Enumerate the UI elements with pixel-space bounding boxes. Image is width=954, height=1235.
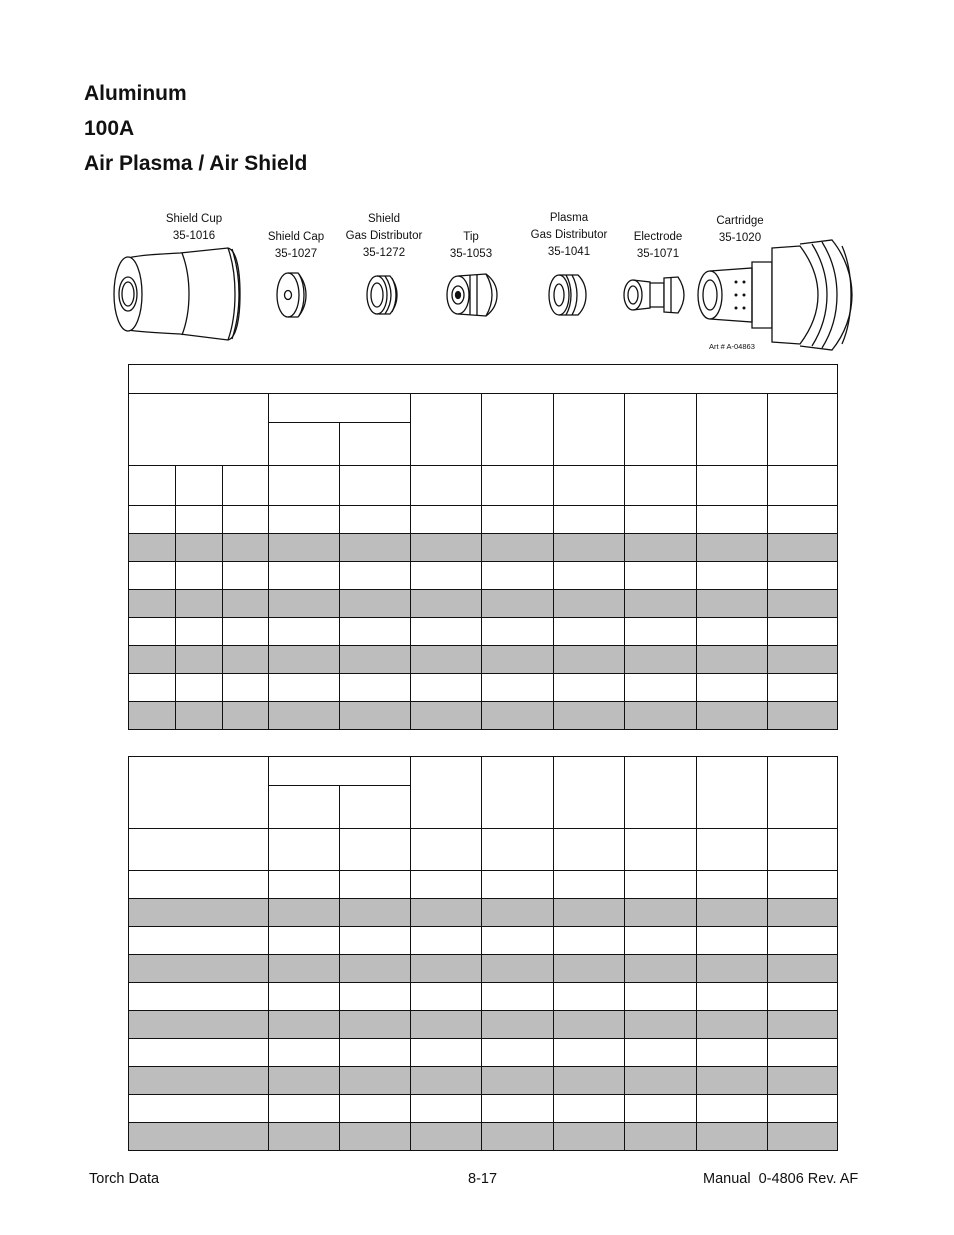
header-cell — [482, 394, 554, 466]
header-cell — [697, 394, 768, 466]
shield-gas-distributor-drawing — [367, 276, 397, 314]
header-cell — [269, 394, 411, 423]
header-cell — [129, 394, 269, 466]
units-row — [129, 466, 838, 506]
header-cell — [269, 757, 411, 786]
table-row — [129, 562, 838, 590]
plasma-gas-distributor-drawing — [549, 275, 586, 315]
header-cell — [625, 757, 697, 829]
units-row — [129, 829, 838, 871]
part-label-shield-cup: Shield Cup 35-1016 — [165, 213, 223, 242]
header-cell — [411, 757, 482, 829]
electrode-drawing — [624, 277, 684, 313]
table-row — [129, 646, 838, 674]
table-row — [129, 590, 838, 618]
shield-cup-drawing — [114, 248, 240, 340]
cartridge-drawing — [698, 240, 852, 350]
table-1-title-cell — [129, 365, 838, 394]
part-label-shield-gas-distributor: Shield Gas Distributor 35-1272 — [345, 213, 423, 259]
current-heading: 100A — [84, 117, 135, 140]
table-row — [129, 1123, 838, 1151]
table-row — [129, 702, 838, 730]
table-row — [129, 1039, 838, 1067]
part-label-shield-cap: Shield Cap 35-1027 — [267, 231, 325, 260]
header-cell — [129, 757, 269, 829]
table-row — [129, 871, 838, 899]
header-cell — [554, 757, 625, 829]
header-cell — [625, 394, 697, 466]
table-row — [129, 1095, 838, 1123]
header-cell — [482, 757, 554, 829]
header-cell — [768, 757, 838, 829]
table-row — [129, 899, 838, 927]
footer-section-name: Torch Data — [89, 1171, 160, 1187]
cut-chart-table-1 — [128, 364, 838, 730]
header-cell — [269, 786, 340, 829]
gases-heading: Air Plasma / Air Shield — [84, 152, 308, 175]
table-row — [129, 506, 838, 534]
header-cell — [269, 423, 340, 466]
footer-manual-number: Manual 0-4806 Rev. AF — [703, 1171, 859, 1187]
shield-cap-drawing — [277, 273, 306, 317]
tip-drawing — [447, 274, 497, 316]
header-cell — [554, 394, 625, 466]
header-cell — [340, 423, 411, 466]
table-row — [129, 1067, 838, 1095]
torch-parts-illustration — [0, 0, 954, 360]
table-row — [129, 927, 838, 955]
table-row — [129, 955, 838, 983]
part-label-tip: Tip 35-1053 — [449, 231, 493, 260]
footer-page-number: 8-17 — [468, 1171, 498, 1187]
table-row — [129, 1011, 838, 1039]
header-cell — [340, 786, 411, 829]
table-row — [129, 983, 838, 1011]
table-row — [129, 674, 838, 702]
part-label-plasma-gas-distributor: Plasma Gas Distributor 35-1041 — [530, 212, 608, 258]
header-cell — [697, 757, 768, 829]
part-label-electrode: Electrode 35-1071 — [633, 231, 683, 260]
cut-chart-table-2 — [128, 756, 838, 1151]
material-heading: Aluminum — [84, 82, 187, 105]
header-cell — [768, 394, 838, 466]
art-number: Art # A-04863 — [709, 342, 755, 351]
part-label-cartridge: Cartridge 35-1020 — [716, 215, 764, 244]
table-row — [129, 618, 838, 646]
header-cell — [411, 394, 482, 466]
table-row — [129, 534, 838, 562]
